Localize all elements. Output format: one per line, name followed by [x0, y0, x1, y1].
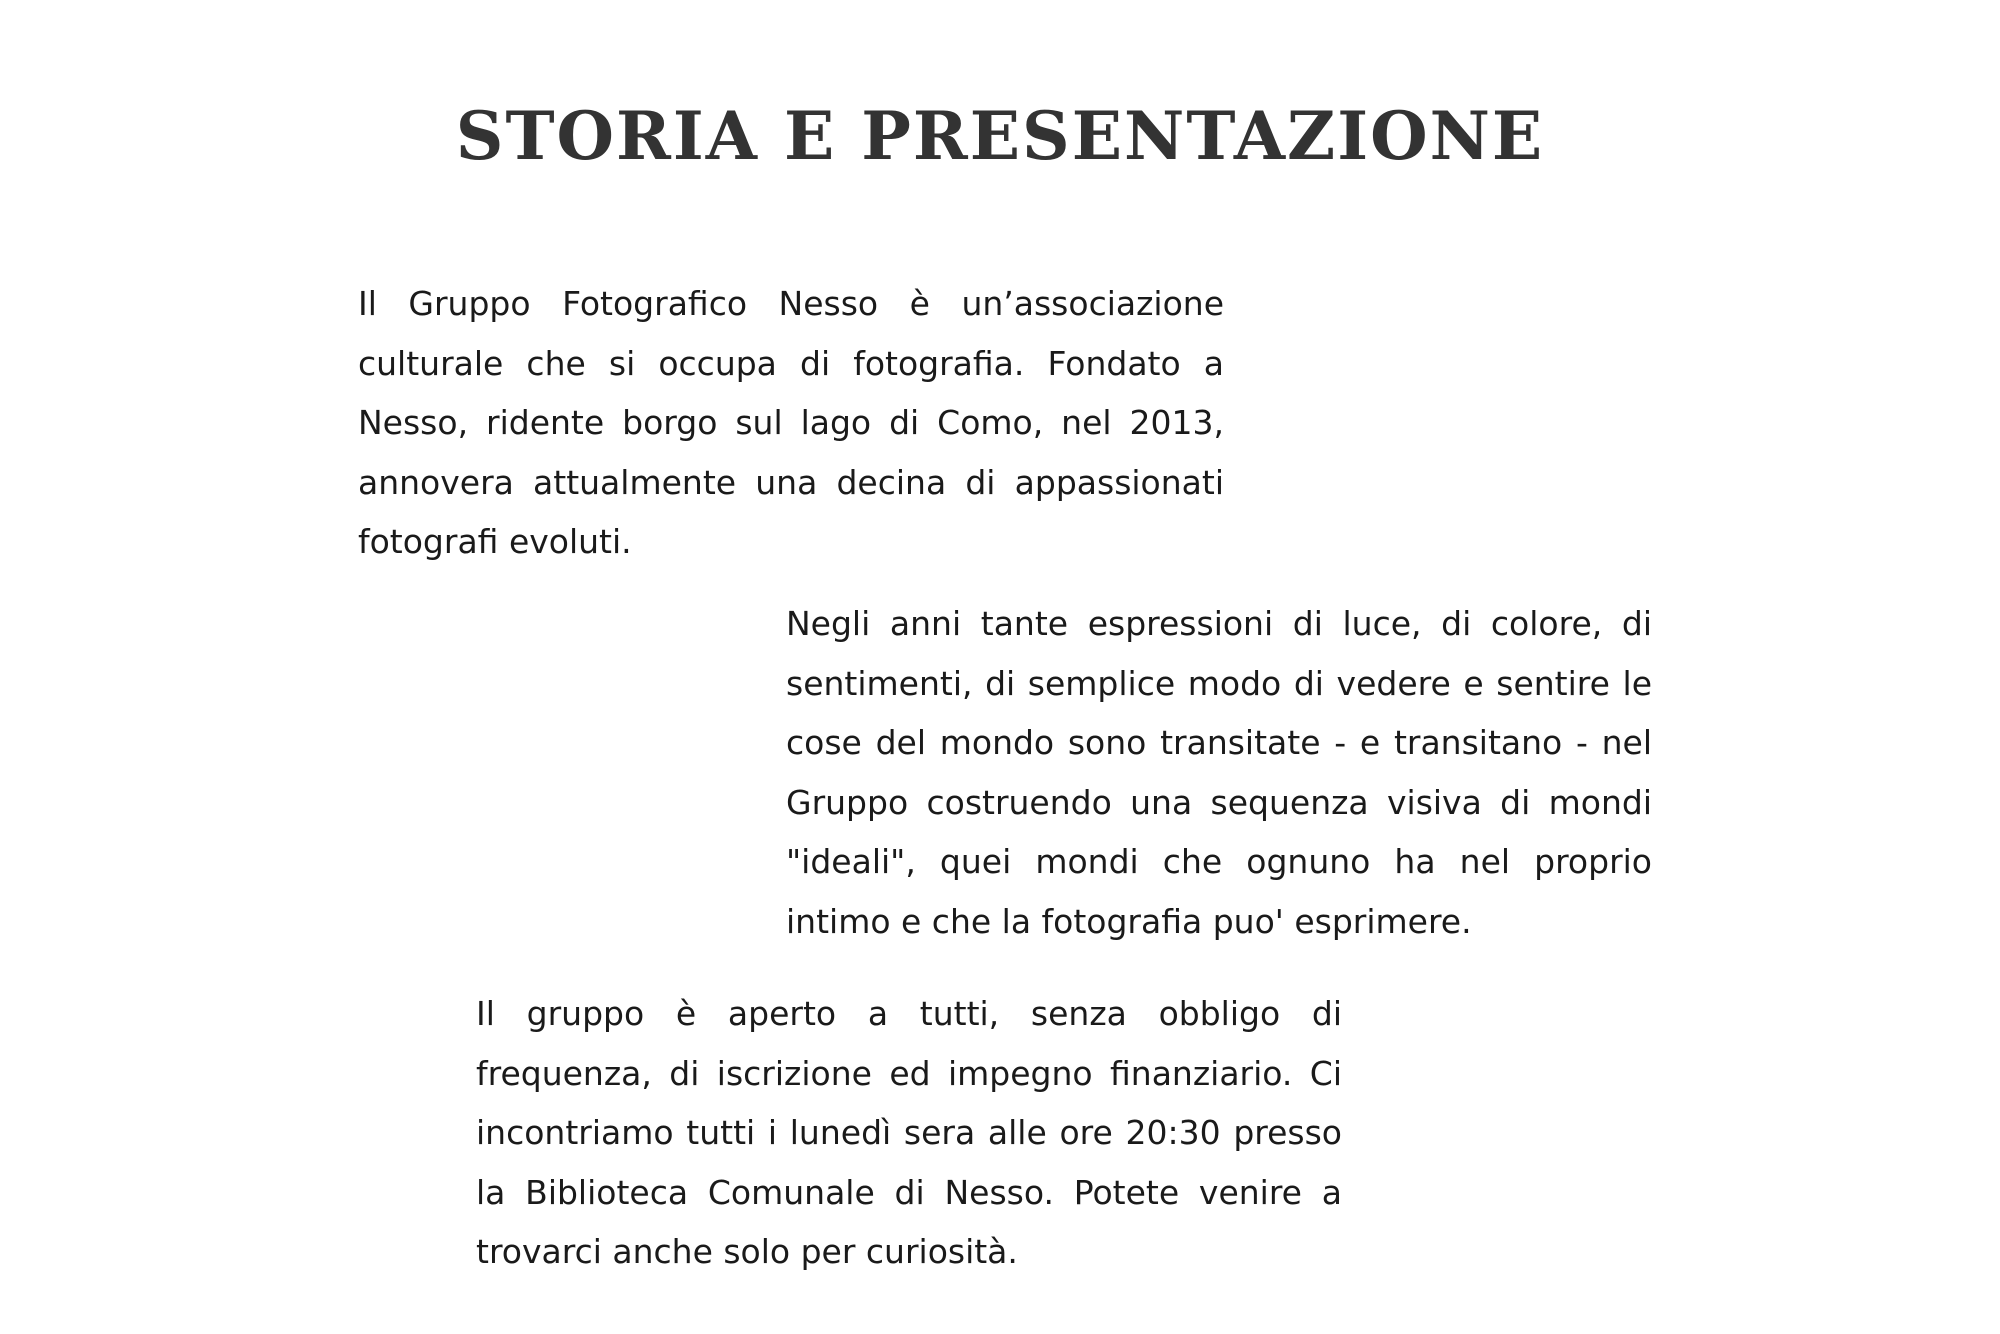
page-title: STORIA E PRESENTAZIONE	[455, 97, 1545, 175]
paragraph-intro: Il Gruppo Fotografico Nesso è un’associazione culturale che si occupa di fotografia. Fondato a Nesso, ridente borgo sul lago di Como, nel 2013, annovera attualmente una decina di appassionati fotografi evoluti.	[358, 284, 1224, 561]
paragraph-membership: Il gruppo è aperto a tutti, senza obbligo di frequenza, di iscrizione ed impegno finanziario. Ci incontriamo tutti i lunedì sera alle ore 20:30 presso la Biblioteca Comunale di Nesso. Potete venire a trovarci anche solo per curiosità.	[476, 994, 1342, 1271]
paragraph-history: Negli anni tante espressioni di luce, di colore, di sentimenti, di semplice modo di vedere e sentire le cose del mondo sono transitate - e transitano - nel Gruppo costruendo una sequenza visiva di mondi "ideali", quei mondi che ognuno ha nel proprio intimo e che la fotografia puo' esprimere.	[786, 604, 1652, 941]
